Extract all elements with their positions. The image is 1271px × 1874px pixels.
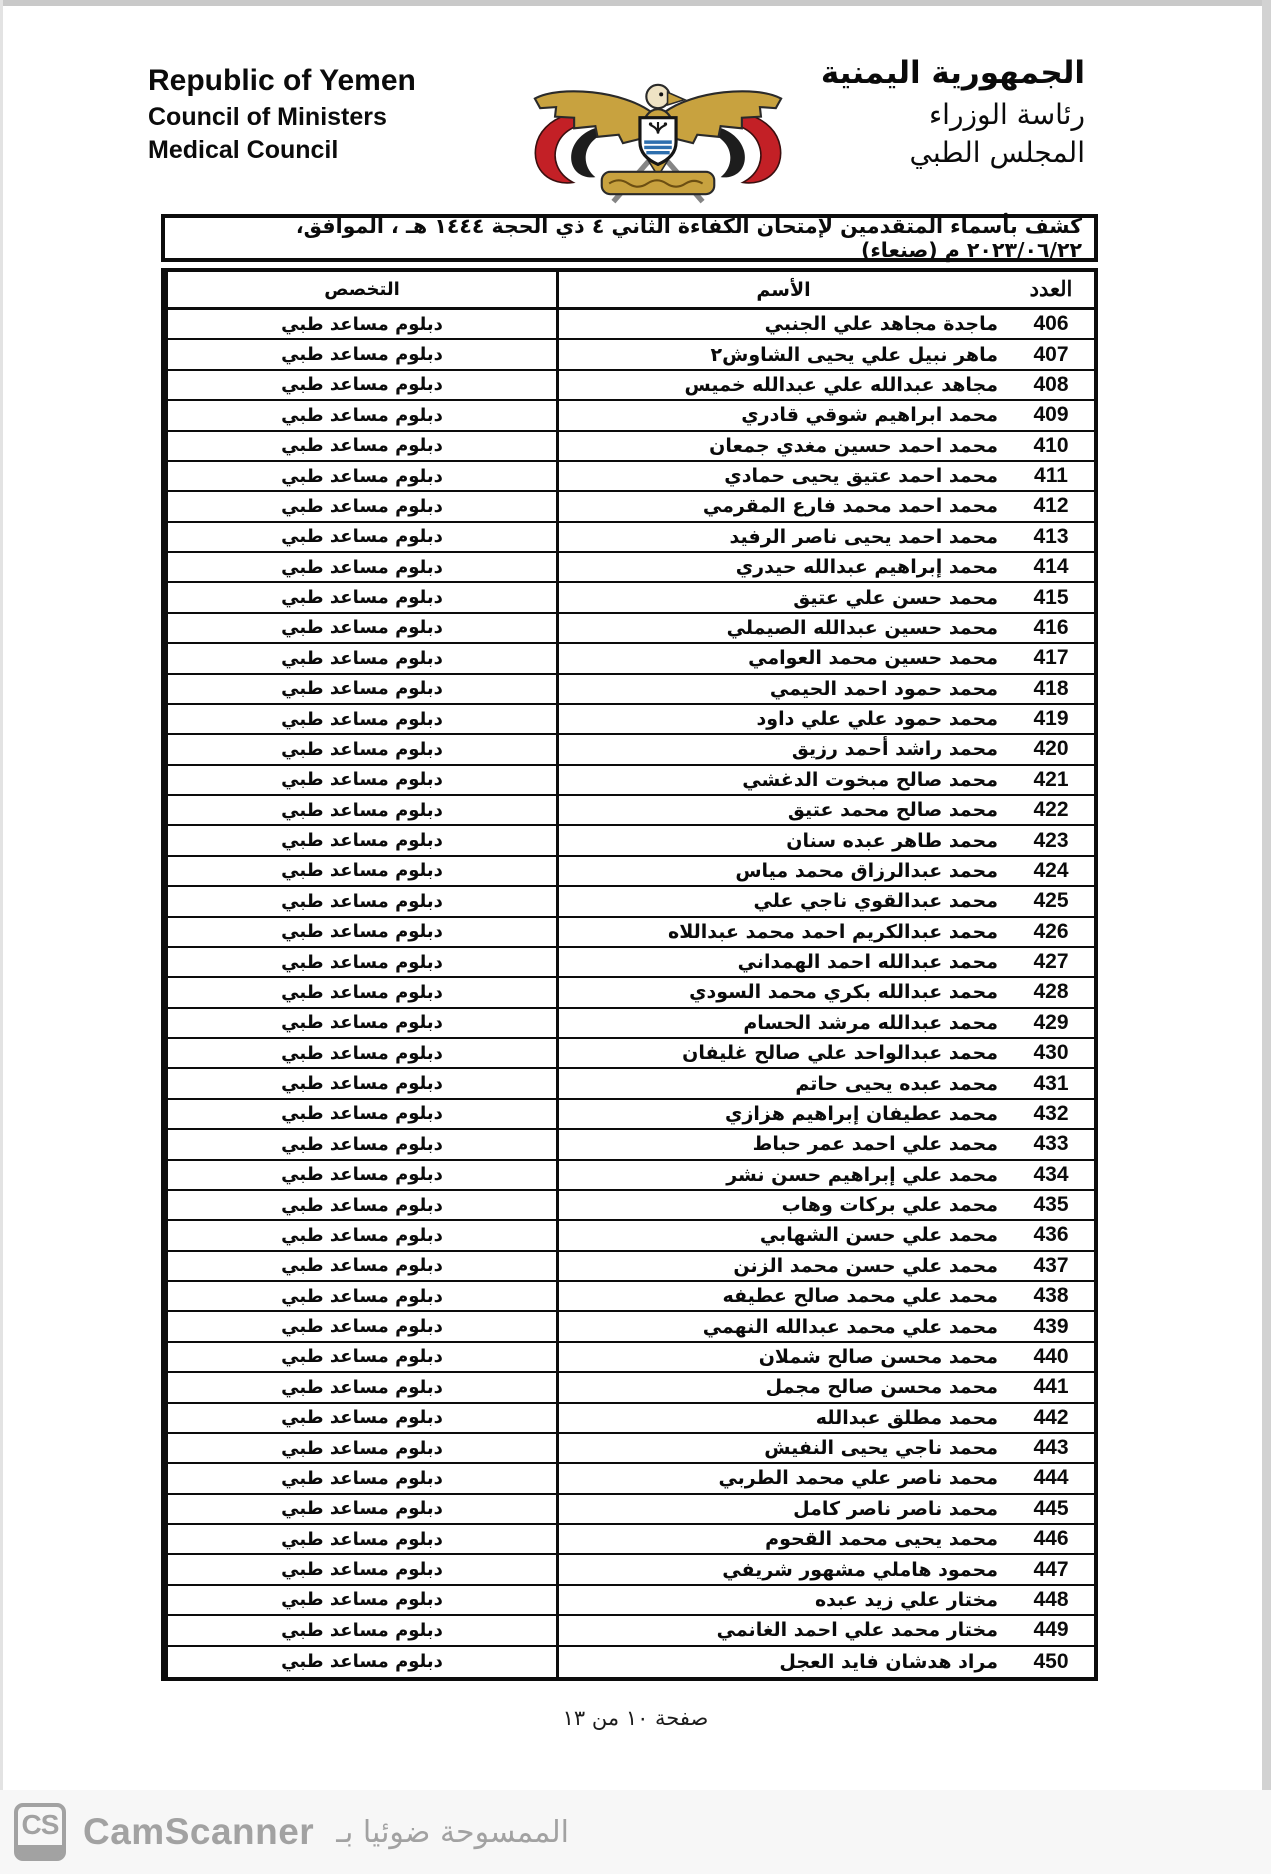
header-arabic	[820, 55, 1085, 169]
row-number: 421	[1033, 767, 1069, 791]
row-specialty: دبلوم مساعد طبي	[165, 948, 556, 976]
row-number: 411	[1034, 464, 1068, 488]
row-number: 425	[1033, 889, 1069, 913]
row-specialty: دبلوم مساعد طبي	[165, 826, 556, 854]
row-number: 416	[1033, 615, 1069, 639]
row-number: 406	[1033, 312, 1069, 336]
row-number: 409	[1033, 403, 1069, 427]
row-name: محمد علي حسن الشهابي	[556, 1221, 1008, 1249]
row-name: ماجدة مجاهد علي الجنبي	[556, 310, 1008, 338]
row-number: 442	[1033, 1405, 1069, 1429]
row-specialty: دبلوم مساعد طبي	[165, 1161, 556, 1189]
table-row	[165, 675, 1094, 705]
table-row	[165, 1221, 1094, 1251]
table-row	[165, 1130, 1094, 1160]
row-name: محمد صالح محمد عتيق	[556, 796, 1008, 824]
row-specialty: دبلوم مساعد طبي	[165, 1525, 556, 1553]
table-row	[165, 310, 1094, 340]
table-row	[165, 1586, 1094, 1616]
table-row	[165, 1312, 1094, 1342]
row-number: 418	[1033, 676, 1069, 700]
row-specialty: دبلوم مساعد طبي	[165, 1221, 556, 1249]
table-row	[165, 1616, 1094, 1646]
row-name: مختار محمد علي احمد الغانمي	[556, 1616, 1008, 1644]
row-specialty: دبلوم مساعد طبي	[165, 340, 556, 368]
row-specialty: دبلوم مساعد طبي	[165, 796, 556, 824]
row-name: محمد احمد عتيق يحيى حمادي	[556, 462, 1008, 490]
table-row	[165, 948, 1094, 978]
row-number: 433	[1033, 1132, 1069, 1156]
row-name: محمد احمد محمد فارع المقرمي	[556, 492, 1008, 520]
row-specialty: دبلوم مساعد طبي	[165, 492, 556, 520]
row-name: محمد احمد يحيى ناصر الرفيد	[556, 523, 1008, 551]
page-number: صفحة ١٠ من ١٣	[562, 1706, 709, 1730]
document-title: كشف بأسماء المتقدمين لإمتحان الكفاءة الثاني ٤ ذي الحجة ١٤٤٤ هـ ، الموافق، ٢٠٢٣/٠٦/٢٢ م (صنعاء)	[161, 214, 1098, 262]
row-name: محمد عبده يحيى حاتم	[556, 1069, 1008, 1097]
row-specialty: دبلوم مساعد طبي	[165, 523, 556, 551]
header-en-medical-council: Medical Council	[148, 136, 339, 164]
row-name: محمد حسين محمد العوامي	[556, 644, 1008, 672]
row-name: محمد علي بركات وهاب	[556, 1191, 1008, 1219]
row-number: 407	[1033, 342, 1069, 366]
table-row	[165, 401, 1094, 431]
row-specialty: دبلوم مساعد طبي	[165, 583, 556, 611]
row-specialty: دبلوم مساعد طبي	[165, 401, 556, 429]
row-number: 426	[1033, 919, 1069, 943]
row-number: 445	[1033, 1496, 1069, 1520]
table-row	[165, 523, 1094, 553]
row-number: 450	[1033, 1649, 1069, 1673]
row-name: محمد عبدالواحد علي صالح غليفان	[556, 1039, 1008, 1067]
row-number: 447	[1033, 1557, 1069, 1581]
row-name: محمد ناصر علي محمد الطربي	[556, 1464, 1008, 1492]
row-name: محمود هاملي مشهور شريفي	[556, 1555, 1008, 1583]
col-header-specialty: التخصص	[165, 272, 556, 307]
header-english	[148, 66, 416, 163]
table-row	[165, 766, 1094, 796]
row-specialty: دبلوم مساعد طبي	[165, 1343, 556, 1371]
header-ar-country: الجمهورية اليمنية	[820, 55, 1085, 91]
row-specialty: دبلوم مساعد طبي	[165, 1009, 556, 1037]
table-row	[165, 371, 1094, 401]
row-number: 423	[1033, 828, 1069, 852]
row-name: محمد مطلق عبدالله	[556, 1404, 1008, 1432]
table-row	[165, 1555, 1094, 1585]
row-name: محمد ناصر ناصر كامل	[556, 1495, 1008, 1523]
row-number: 432	[1033, 1101, 1069, 1125]
row-name: محمد علي محمد عبدالله النهمي	[556, 1312, 1008, 1340]
row-number: 413	[1033, 524, 1069, 548]
table-row	[165, 1191, 1094, 1221]
row-specialty: دبلوم مساعد طبي	[165, 1100, 556, 1128]
row-name: محمد احمد حسين مغدي جمعان	[556, 432, 1008, 460]
header-en-country: Republic of Yemen	[148, 64, 416, 97]
row-number: 440	[1033, 1344, 1069, 1368]
row-specialty: دبلوم مساعد طبي	[165, 614, 556, 642]
table-row	[165, 1647, 1094, 1677]
camscanner-watermark-bar	[0, 1790, 1271, 1874]
header-ar-medical-council: المجلس الطبي	[909, 136, 1085, 169]
table-row	[165, 796, 1094, 826]
row-specialty: دبلوم مساعد طبي	[165, 857, 556, 885]
row-specialty: دبلوم مساعد طبي	[165, 735, 556, 763]
row-number: 449	[1033, 1618, 1069, 1642]
row-name: مختار علي زيد عبده	[556, 1586, 1008, 1614]
row-name: محمد علي احمد عمر حباط	[556, 1130, 1008, 1158]
row-specialty: دبلوم مساعد طبي	[165, 310, 556, 338]
table-row	[165, 492, 1094, 522]
row-specialty: دبلوم مساعد طبي	[165, 1404, 556, 1432]
table-row	[165, 553, 1094, 583]
row-number: 420	[1033, 737, 1069, 761]
row-specialty: دبلوم مساعد طبي	[165, 432, 556, 460]
yemen-coat-of-arms-icon	[520, 72, 796, 208]
row-number: 448	[1033, 1587, 1069, 1611]
row-name: محمد علي محمد صالح عطيفه	[556, 1282, 1008, 1310]
camscanner-brand-text: CamScanner	[83, 1811, 315, 1852]
table-body	[165, 310, 1094, 1677]
table-row	[165, 857, 1094, 887]
row-number: 434	[1033, 1162, 1069, 1186]
row-name: مراد هدشان فايد العجل	[556, 1647, 1008, 1677]
header-ar-council-of-ministers: رئاسة الوزراء	[929, 98, 1085, 131]
row-specialty: دبلوم مساعد طبي	[165, 1069, 556, 1097]
row-specialty: دبلوم مساعد طبي	[165, 1616, 556, 1644]
camscanner-arabic-text: الممسوحة ضوئيا بـ	[336, 1814, 569, 1850]
table-row	[165, 1282, 1094, 1312]
row-number: 435	[1033, 1193, 1069, 1217]
col-header-name: الأسم	[556, 272, 1008, 307]
row-number: 427	[1033, 950, 1069, 974]
row-number: 410	[1033, 433, 1069, 457]
row-number: 414	[1033, 555, 1069, 579]
camscanner-cs-icon	[14, 1803, 66, 1861]
row-name: مجاهد عبدالله علي عبدالله خميس	[556, 371, 1008, 399]
row-name: محمد طاهر عبده سنان	[556, 826, 1008, 854]
header-en-council-of-ministers: Council of Ministers	[148, 103, 387, 131]
row-name: محمد عبدالرزاق محمد مياس	[556, 857, 1008, 885]
table-row	[165, 1404, 1094, 1434]
table-row	[165, 1009, 1094, 1039]
row-number: 408	[1033, 372, 1069, 396]
table-row	[165, 1373, 1094, 1403]
row-specialty: دبلوم مساعد طبي	[165, 1373, 556, 1401]
row-specialty: دبلوم مساعد طبي	[165, 644, 556, 672]
table-row	[165, 826, 1094, 856]
row-specialty: دبلوم مساعد طبي	[165, 1647, 556, 1677]
row-number: 439	[1033, 1314, 1069, 1338]
scan-edge-top	[0, 0, 1271, 6]
row-specialty: دبلوم مساعد طبي	[165, 1039, 556, 1067]
scan-edge-left	[0, 0, 3, 1874]
table-row	[165, 1434, 1094, 1464]
row-name: محمد عبدالكريم احمد محمد عبداللاه	[556, 918, 1008, 946]
scan-edge-right	[1262, 0, 1271, 1874]
row-name: محمد محسن صالح شملان	[556, 1343, 1008, 1371]
table-row	[165, 1069, 1094, 1099]
row-specialty: دبلوم مساعد طبي	[165, 1252, 556, 1280]
row-specialty: دبلوم مساعد طبي	[165, 1464, 556, 1492]
table-row	[165, 1525, 1094, 1555]
row-name: محمد ابراهيم شوقي قادري	[556, 401, 1008, 429]
table-row	[165, 614, 1094, 644]
row-number: 441	[1033, 1375, 1069, 1399]
row-specialty: دبلوم مساعد طبي	[165, 1495, 556, 1523]
col-header-number: العدد	[1029, 278, 1073, 301]
table-row	[165, 1039, 1094, 1069]
row-specialty: دبلوم مساعد طبي	[165, 918, 556, 946]
row-number: 431	[1033, 1071, 1069, 1095]
row-specialty: دبلوم مساعد طبي	[165, 1586, 556, 1614]
table-row	[165, 583, 1094, 613]
row-name: محمد عبدالله احمد الهمداني	[556, 948, 1008, 976]
row-specialty: دبلوم مساعد طبي	[165, 766, 556, 794]
table-row	[165, 432, 1094, 462]
row-name: محمد علي حسن محمد الزنن	[556, 1252, 1008, 1280]
table-row	[165, 705, 1094, 735]
row-specialty: دبلوم مساعد طبي	[165, 1434, 556, 1462]
row-number: 412	[1033, 494, 1069, 518]
row-number: 444	[1033, 1466, 1069, 1490]
table-row	[165, 918, 1094, 948]
row-name: محمد حسن علي عتيق	[556, 583, 1008, 611]
row-name: محمد ناجي يحيى النفيش	[556, 1434, 1008, 1462]
row-specialty: دبلوم مساعد طبي	[165, 553, 556, 581]
row-specialty: دبلوم مساعد طبي	[165, 1191, 556, 1219]
row-name: محمد عبدالقوي ناجي علي	[556, 887, 1008, 915]
table-row	[165, 462, 1094, 492]
row-specialty: دبلوم مساعد طبي	[165, 462, 556, 490]
row-name: محمد عطيفان إبراهيم هزازي	[556, 1100, 1008, 1128]
row-name: محمد علي إبراهيم حسن نشر	[556, 1161, 1008, 1189]
table-row	[165, 1252, 1094, 1282]
table-row	[165, 735, 1094, 765]
row-number: 419	[1033, 707, 1069, 731]
row-number: 429	[1033, 1010, 1069, 1034]
row-number: 438	[1033, 1284, 1069, 1308]
row-name: ماهر نبيل علي يحيى الشاوش٢	[556, 340, 1008, 368]
table-row	[165, 1495, 1094, 1525]
row-name: محمد حمود احمد الحيمي	[556, 675, 1008, 703]
row-name: محمد محسن صالح مجمل	[556, 1373, 1008, 1401]
row-name: محمد حسين عبدالله الصيملي	[556, 614, 1008, 642]
table-row	[165, 978, 1094, 1008]
table-header-row	[165, 272, 1094, 310]
row-number: 422	[1033, 798, 1069, 822]
row-number: 417	[1033, 646, 1069, 670]
row-number: 436	[1033, 1223, 1069, 1247]
row-name: محمد يحيى محمد القحوم	[556, 1525, 1008, 1553]
cs-icon-bottom-bar	[18, 1845, 62, 1857]
row-name: محمد عبدالله مرشد الحسام	[556, 1009, 1008, 1037]
row-number: 430	[1033, 1041, 1069, 1065]
row-specialty: دبلوم مساعد طبي	[165, 1555, 556, 1583]
table-row	[165, 1161, 1094, 1191]
table-row	[165, 644, 1094, 674]
row-specialty: دبلوم مساعد طبي	[165, 1282, 556, 1310]
row-number: 428	[1033, 980, 1069, 1004]
row-name: محمد إبراهيم عبدالله حيدري	[556, 553, 1008, 581]
row-specialty: دبلوم مساعد طبي	[165, 705, 556, 733]
table-row	[165, 1464, 1094, 1494]
row-specialty: دبلوم مساعد طبي	[165, 887, 556, 915]
row-specialty: دبلوم مساعد طبي	[165, 1130, 556, 1158]
table-row	[165, 1343, 1094, 1373]
applicants-table	[161, 268, 1098, 1681]
table-row	[165, 1100, 1094, 1130]
row-number: 437	[1033, 1253, 1069, 1277]
row-name: محمد صالح مبخوت الدغشي	[556, 766, 1008, 794]
row-specialty: دبلوم مساعد طبي	[165, 978, 556, 1006]
table-row	[165, 340, 1094, 370]
row-name: محمد حمود علي علي داود	[556, 705, 1008, 733]
cs-icon-letters: CS	[21, 1809, 59, 1840]
row-number: 424	[1033, 858, 1069, 882]
row-name: محمد راشد أحمد رزيق	[556, 735, 1008, 763]
table-row	[165, 887, 1094, 917]
row-specialty: دبلوم مساعد طبي	[165, 371, 556, 399]
row-specialty: دبلوم مساعد طبي	[165, 675, 556, 703]
row-name: محمد عبدالله بكري محمد السودي	[556, 978, 1008, 1006]
row-number: 415	[1033, 585, 1069, 609]
row-number: 446	[1033, 1527, 1069, 1551]
row-specialty: دبلوم مساعد طبي	[165, 1312, 556, 1340]
row-number: 443	[1033, 1436, 1069, 1460]
